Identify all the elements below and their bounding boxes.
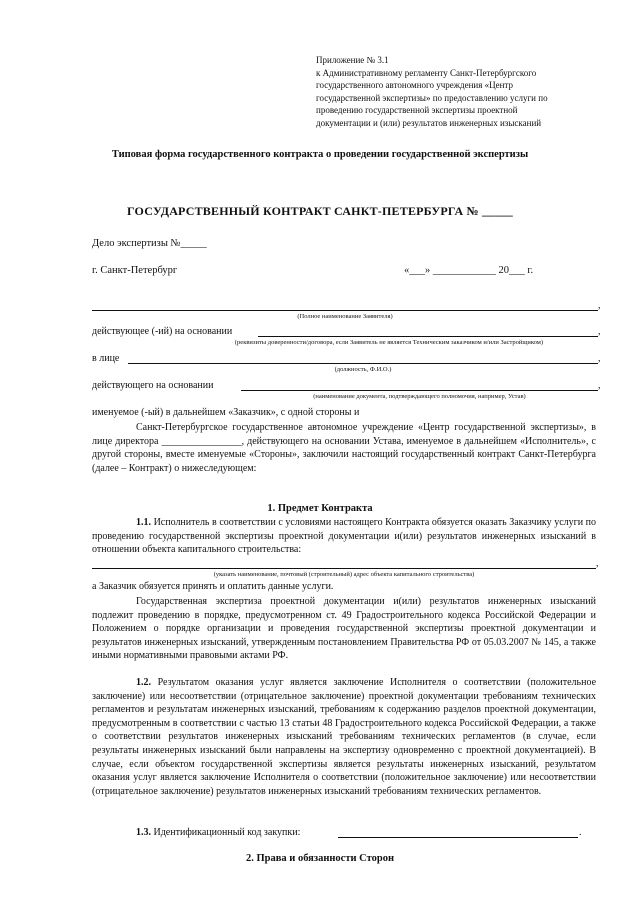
person-line[interactable]: [128, 363, 598, 364]
period: .: [579, 827, 582, 838]
clause-1-1: [92, 516, 596, 557]
object-line[interactable]: [92, 568, 596, 569]
annex-line: документации и (или) результатов инженерных изысканий: [316, 117, 542, 128]
clause-text: Результатом оказания услуг является заключение Исполнителя о соответствии (положительное заключение) или несоответствии (отрицательное заключение) проектной документации требованиям технических регламентов и результатам инженерных изысканий, требованиям к содержанию разделов проектной документации, предусмотренным в соответствии с частью 13 статьи 48 Градостроительного кодекса Российской Федерации, а также о соответствии результатов инженерных изысканий требованиям технических регламентов (в случае, если результаты инженерных изысканий были направлены на экспертизу одновременно с проектной документацией). В случае, если объектом государственной экспертизы является результаты инженерных изысканий, результатом оказания услуг является заключение Исполнителя о соответствии (положительное заключение) или несоответствии (отрицательное заключение) результатов инженерных изысканий требованиям технических регламентов.: [92, 677, 597, 797]
applicant-name-line[interactable]: [92, 310, 598, 311]
intro-text: Санкт-Петербургское государственное автономное учреждение «Центр государственной экспертизы», в лице директора ________________, действующего на основании Устава, именуемое в дальнейшем «Исполнитель», с другой стороны, вместе именуемые «Стороны», заключили настоящий государственный контракт Санкт-Петербурга (далее – Контракт) о нижеследующем:: [92, 422, 596, 474]
applicant-caption: (Полное наименование Заявителя): [297, 313, 393, 320]
comma: ,: [598, 353, 601, 364]
comma: ,: [598, 300, 601, 311]
acting-basis-caption: (реквизиты доверенности/договора, если Заявитель не является Техническим заказчиком и/или Застройщиком): [234, 339, 544, 346]
section-2-title: 2. Права и обязанности Сторон: [245, 853, 395, 864]
intro-paragraph: [92, 421, 596, 475]
acting2-label: действующего на основании: [92, 380, 214, 391]
annex-line: Приложение № 3.1: [316, 55, 389, 65]
acting2-line[interactable]: [241, 390, 598, 391]
object-caption: (указать наименование, почтовый (строительный) адрес объекта капитального строительства): [213, 571, 475, 578]
form-title: Типовая форма государственного контракта о проведении государственной экспертизы: [111, 149, 529, 160]
clause-1-2: [92, 676, 596, 798]
accept-text: а Заказчик обязуется принять и оплатить данные услуги.: [92, 581, 334, 592]
clause-text: Идентификационный код закупки:: [153, 827, 301, 838]
clause-number: 1.1.: [136, 517, 151, 528]
case-number: Дело экспертизы №_____: [92, 238, 207, 249]
expertise-paragraph: [92, 595, 596, 663]
annex-line: государственного автономного учреждения «Центр: [316, 80, 513, 90]
clause-1-3: [136, 827, 300, 838]
annex-line: государственной экспертизы» по предоставлению услуги по: [316, 92, 548, 103]
purchase-code-line[interactable]: [338, 837, 578, 838]
acting-basis-label: действующее (-ий) на основании: [92, 326, 233, 337]
person-label: в лице: [92, 353, 120, 364]
annex-line: проведению государственной экспертизы проектной: [316, 105, 518, 115]
comma: ,: [598, 326, 601, 337]
comma: ,: [598, 380, 601, 391]
city: г. Санкт-Петербург: [92, 265, 178, 276]
acting-basis-line[interactable]: [258, 336, 598, 337]
clause-number: 1.3.: [136, 827, 151, 838]
contract-title: ГОСУДАРСТВЕННЫЙ КОНТРАКТ САНКТ-ПЕТЕРБУРГА № _____: [127, 204, 513, 218]
expertise-text: Государственная экспертиза проектной документации и(или) результатов инженерных изысканий подлежит проведению в порядке, предусмотренном ст. 49 Градостроительного кодекса Российской Федерации и Положением о порядке организации и проведения государственной экспертизы проектной документации и результатов инженерных изысканий, утвержденным постановлением Правительства РФ от 05.03.2007 № 145, а также иными нормативными правовыми актами РФ.: [92, 596, 596, 662]
contract-date: «___» ____________ 20___ г.: [404, 265, 534, 276]
clause-text: Исполнитель в соответствии с условиями настоящего Контракта обязуется оказать Заказчику услуги по проведению государственной экспертизы проектной документации и(или) результатов инженерных изысканий в отношении объекта капитального строительства:: [92, 517, 596, 556]
comma: ,: [596, 558, 599, 569]
section-1-title: 1. Предмет Контракта: [267, 503, 373, 514]
annex-note: [316, 54, 616, 129]
annex-line: к Административному регламенту Санкт-Петербургского: [316, 67, 537, 78]
customer-text: именуемое (-ый) в дальнейшем «Заказчик», с одной стороны и: [92, 407, 360, 418]
clause-number: 1.2.: [136, 677, 151, 688]
person-caption: (должность, Ф.И.О.): [334, 366, 392, 373]
acting2-caption: (наименование документа, подтверждающего полномочия, например, Устав): [313, 393, 526, 400]
